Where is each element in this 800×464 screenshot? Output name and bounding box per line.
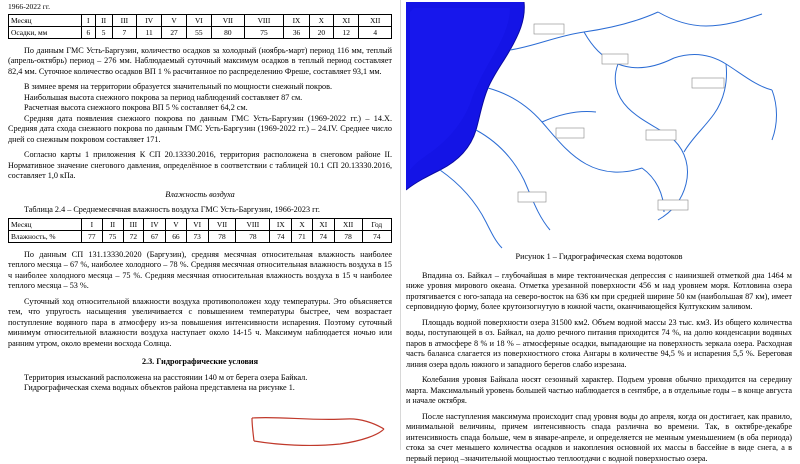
paragraph-baikal-area: Площадь водной поверхности озера 31500 км2. Объем водной массы 23 тыс. км3. Из общего количества воды, поступающей в оз. Байкал, на долю речного питания приходится 74 %, на долю конденсации водяных паров в атмосфере 8 % и 18 % – атмосферные осадки, выпадающие на поверхность зеркала озера. Расходная часть баланса слагается из поверхностного стока Ангары в количестве 94,5 % и испарения 5,5 %. Береговая линия озера вдоль южного и западного берегов слабо изрезана.: [406, 318, 792, 371]
cell: IX: [270, 218, 292, 230]
table-row: [9, 218, 392, 230]
humidity-table: [8, 218, 392, 243]
cell: 5: [95, 26, 112, 38]
cell: 78: [236, 230, 270, 242]
cell: 74: [312, 230, 334, 242]
cell: 20: [309, 26, 333, 38]
cell: VIII: [244, 14, 284, 26]
paragraph-baikal-depression: Впадина оз. Байкал – глубочайшая в мире тектоническая депрессия с наинизшей отметкой дна 1464 м ниже уровня мирового океана. Отметка урезанной поверхности 456 м над уровнем моря. Котловина озера протягивается с юго-запада на северо-восток на 636 км при средней ширине 50 км (наибольшая 87 км), имеет серповидную форму, более крутоизогнутую в южной части, оканчивающейся Култукским заливом.: [406, 271, 792, 313]
row-header: Месяц: [9, 14, 82, 26]
cell: X: [292, 218, 313, 230]
cell: 73: [186, 230, 208, 242]
paragraph-humidity-daily: Суточный ход относительной влажности воздуха противоположен ходу температуры. Это объясняется тем, что упругость насыщения увеличивается с повышением температуры быстрее, чем возрастает поступление водяного пара в атмосферу из-за повышения интенсивности испарения. Поэтому суточный минимум относительной влажности воздуха наступает около 14-15 ч. Максимум наблюдается ночью или ранним утром, около времени восхода Солнца.: [8, 297, 392, 350]
cell: IV: [144, 218, 166, 230]
row-header: Влажность, %: [9, 230, 82, 242]
cell: 74: [270, 230, 292, 242]
cell: VII: [208, 218, 236, 230]
cell: II: [102, 218, 123, 230]
hydrography-map-figure: [406, 2, 790, 250]
cell: 36: [284, 26, 309, 38]
cell: 78: [334, 230, 362, 242]
humidity-table-caption: Таблица 2.4 – Среднемесячная влажность воздуха ГМС Усть-Баргузин, 1966-2023 гг.: [8, 205, 392, 216]
cell: XI: [333, 14, 358, 26]
cell: 75: [102, 230, 123, 242]
paragraph-level-seasonal: Колебания уровня Байкала носят сезонный характер. Подъем уровня обычно приходится на середину марта. Максимальный уровень большей частью наблюдается в сентябре, а в отдельные годы – в конце августа и начале октября.: [406, 375, 792, 407]
cell: VII: [212, 14, 245, 26]
cell: 4: [359, 26, 392, 38]
cell: V: [166, 218, 187, 230]
cell: 80: [212, 26, 245, 38]
humidity-heading: Влажность воздуха: [8, 190, 392, 201]
cell: 75: [244, 26, 284, 38]
row-header: Месяц: [9, 218, 82, 230]
paragraph-snow-calc: Расчетная высота снежного покрова ВП 5 % составляет 64,2 см.: [8, 103, 392, 114]
row-header: Осадки, мм: [9, 26, 82, 38]
paragraph-snow-dates: Средняя дата появления снежного покрова по данным ГМС Усть-Баргузин (1969-2022 гг.) – 14.X. Средняя дата схода снежного покрова по данным ГМС Усть-Баргузин (1969-2022 гг.) – 24.IV. Среднее число дней со снежным покровом составляет 171.: [8, 114, 392, 146]
cell: VI: [186, 218, 208, 230]
cell: II: [95, 14, 112, 26]
cell: 78: [208, 230, 236, 242]
cell: V: [162, 14, 186, 26]
cell: X: [309, 14, 333, 26]
section-heading-hydrography: 2.3. Гидрографические условия: [8, 357, 392, 368]
paragraph-location: Территория изысканий расположена на расстоянии 140 м от берега озера Байкал.: [8, 373, 392, 384]
cell: III: [112, 14, 136, 26]
paragraph-figure-ref: Гидрографическая схема водных объектов района представлена на рисунке 1.: [8, 383, 392, 394]
cell: I: [82, 14, 96, 26]
cell: 72: [123, 230, 144, 242]
cell: 12: [333, 26, 358, 38]
table-row: [9, 26, 392, 38]
precipitation-table: [8, 14, 392, 39]
paragraph-snow-max: Наибольшая высота снежного покрова за период наблюдений составляет 87 см.: [8, 93, 392, 104]
right-column: [400, 0, 800, 450]
cell: 6: [82, 26, 96, 38]
cell: Год: [362, 218, 391, 230]
paragraph-snow-region: Согласно карты 1 приложения К СП 20.13330.2016, территория расположена в снеговом районе II. Нормативное значение снегового давления, определённое в соответствии с таблицей 10.1 СП 20.13330.2016, составляет 1,0 кПа.: [8, 150, 392, 182]
cell: XII: [334, 218, 362, 230]
cell: I: [82, 218, 103, 230]
cell: IX: [284, 14, 309, 26]
cell: 66: [166, 230, 187, 242]
cell: 77: [82, 230, 103, 242]
paragraph-humidity-sp: По данным СП 131.13330.2020 (Баргузин), средняя месячная относительная влажность наиболее теплого месяца – 67 %, наиболее холодного – 78 %. Средняя месячная относительная влажность воздуха в 15 ч наиболее холодного месяца – 75 %. Средняя месячная относительная влажность воздуха в 15 ч наиболее теплого месяца – 53 %.: [8, 250, 392, 292]
cell: 55: [186, 26, 211, 38]
handwritten-annotation: [250, 415, 390, 449]
paragraph-snow-intro: В зимнее время на территории образуется значительный по мощности снежный покров.: [8, 82, 392, 93]
cell: III: [123, 218, 144, 230]
map-label-boxes: [518, 24, 724, 210]
top-note: 1966-2022 гг.: [8, 2, 392, 12]
left-column: [0, 0, 400, 450]
cell: 67: [144, 230, 166, 242]
cell: 11: [136, 26, 161, 38]
table-row: [9, 230, 392, 242]
cell: VIII: [236, 218, 270, 230]
cell: VI: [186, 14, 211, 26]
cell: IV: [136, 14, 161, 26]
paragraph-precipitation: По данным ГМС Усть-Баргузин, количество осадков за холодный (ноябрь-март) период 116 мм, теплый (апрель-октябрь) период – 276 мм. Наблюдаемый суточный максимум осадков в теплый период составляет 82,4 мм. Суточное количество осадков ВП 1 % расчитанное по распределению Фреше, составляет 93,1 мм.: [8, 46, 392, 78]
cell: 74: [362, 230, 391, 242]
paragraph-level-decline: После наступления максимума происходит спад уровня воды до апреля, когда он достигает, как правило, минимальной величины, причем интенсивность спада различна во времени. Так, в октябре-декабре интенсивность спада больше, чем в январе-апреле, и определяется не менным уменьшением (в оба периода) стока за счет меньшего количества осадков и накопления основной их массы в бассейне в виде снега, а в первый период –значительной мощностью теплоотдачи с водной поверхностью озера.: [406, 412, 792, 464]
table-row: [9, 14, 392, 26]
cell: XI: [312, 218, 334, 230]
cell: 71: [292, 230, 313, 242]
cell: 7: [112, 26, 136, 38]
cell: XII: [359, 14, 392, 26]
figure-caption: Рисунок 1 – Гидрографическая схема водотоков: [406, 252, 792, 263]
cell: 27: [162, 26, 186, 38]
